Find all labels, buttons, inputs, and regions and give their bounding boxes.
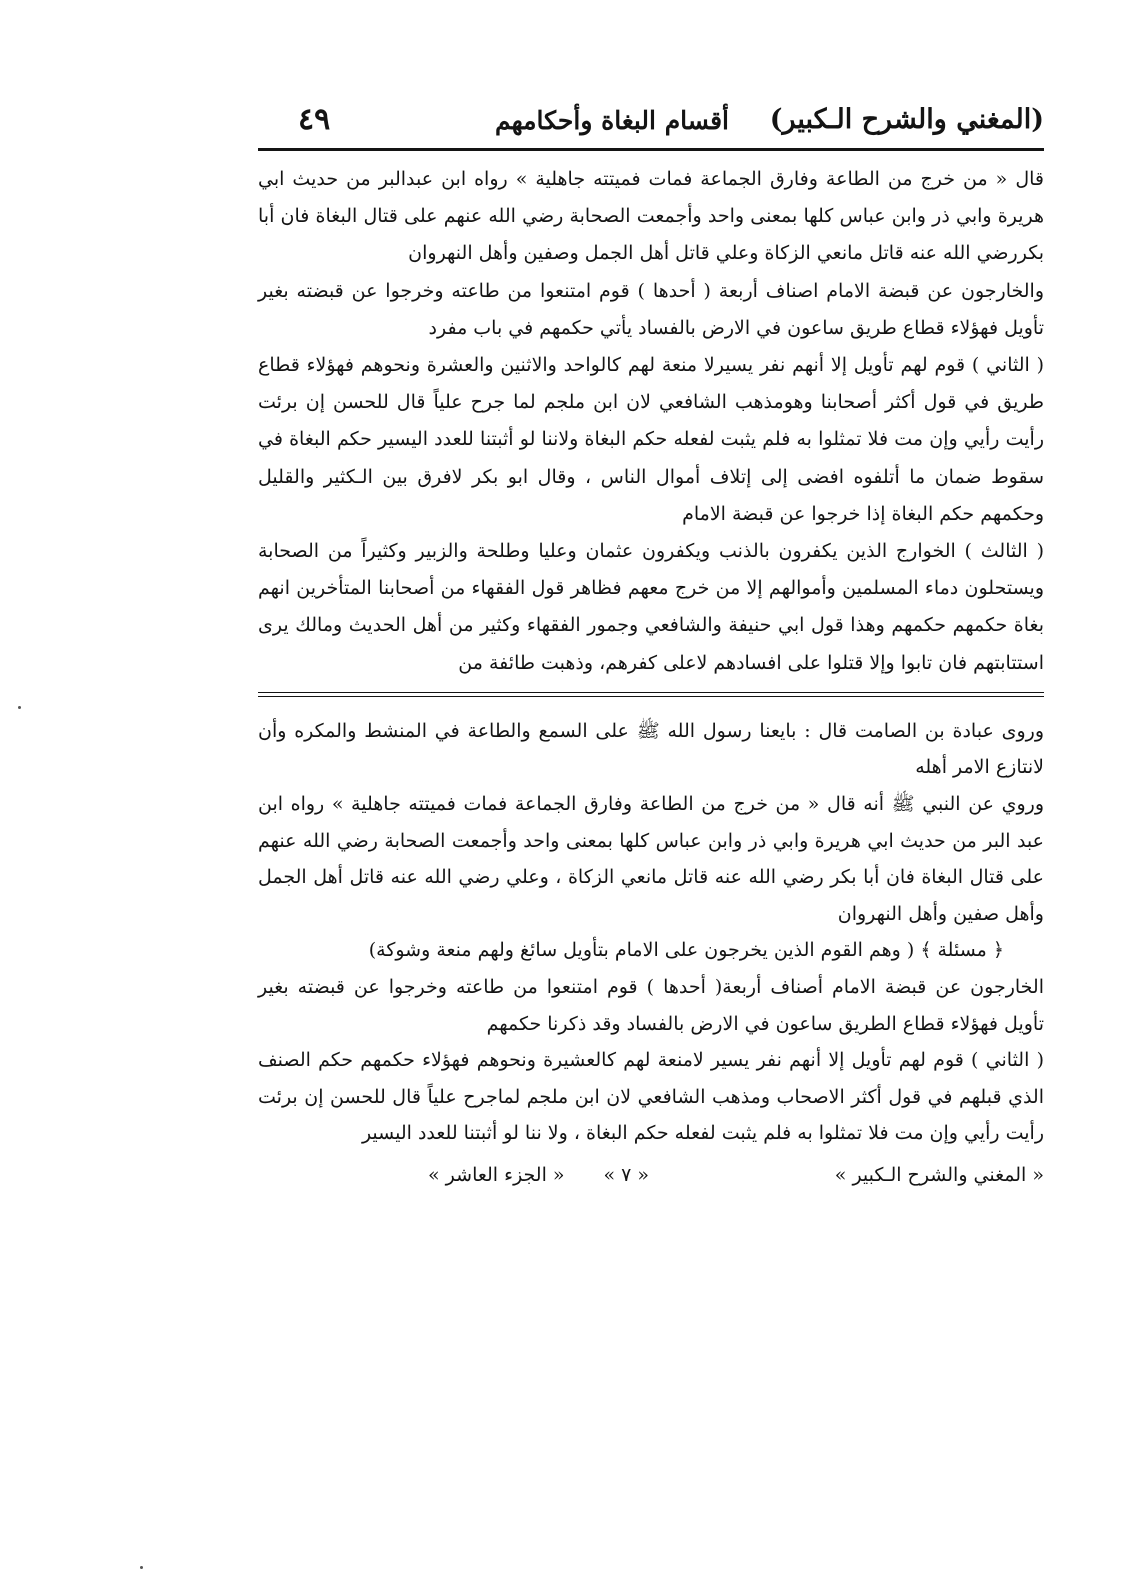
- page-number: ٤٩: [298, 102, 331, 137]
- page-header: [258, 96, 1044, 151]
- main-text: [258, 161, 1044, 682]
- main-paragraph: ( الثاني ) قوم لهم تأويل إلا أنهم نفر يسيرلا منعة لهم كالواحد والاثنين والعشرة ونحوهم فهؤلاء قطاع طريق في قول أكثر أصحابنا وهومذهب الشافعي لان ابن ملجم لما جرح علياً قال للحسن إن برئت رأيت رأيي وإن مت فلا تمثلوا به فلم يثبت لفعله حكم البغاة ولاننا لو أثبتنا للعدد اليسير حكم البغاة في سقوط ضمان ما أتلفوه افضى إلى إتلاف أموال الناس ، وقال ابو بكر لافرق بين الـكثير والقليل وحكمهم حكم البغاة إذا خرجوا عن قبضة الامام: [258, 354, 1044, 525]
- page-footer: [258, 1160, 1044, 1196]
- running-title: (المغني والشرح الـكبير): [769, 104, 1044, 135]
- scan-speck: [18, 706, 21, 709]
- commentary-paragraph: وروي عن النبي ﷺ أنه قال « من خرج من الطاعة وفارق الجماعة فمات فميتته جاهلية » رواه ابن عبد البر من حديث ابي هريرة وابي ذر وابن عباس كلها بمعنى واحد وأجمعت الصحابة رضي الله عنهم على قتال البغاة فان أبا بكر رضي الله عنه قاتل مانعي الزكاة ، وعلي رضي الله عنه قاتل أهل الجمل وأهل صفين وأهل النهروان: [258, 793, 1044, 925]
- commentary-paragraph: ( الثاني ) قوم لهم تأويل إلا أنهم نفر يسير لامنعة لهم كالعشيرة ونحوهم فهؤلاء حكمهم حكم الصنف الذي قبلهم في قول أكثر الاصحاب ومذهب الشافعي لان ابن ملجم لماجرح علياً قال للحسن إن برئت رأيت رأيي وإن مت فلا تمثلوا به فلم يثبت لفعله حكم البغاة ، ولا ننا لو أثبتنا للعدد اليسير: [258, 1049, 1044, 1145]
- main-paragraph: ( الثالث ) الخوارج الذين يكفرون بالذنب ويكفرون عثمان وعليا وطلحة والزبير وكثيراً من الصحابة ويستحلون دماء المسلمين وأموالهم إلا من خرج معهم فظاهر قول الفقهاء من أصحابنا المتأخرين انهم بغاة حكمهم حكمهم وهذا قول ابي حنيفة والشافعي وجمور الفقهاء وكثير من أهل الحديث ومالك يرى استتابتهم فان تابوا وإلا قتلوا على افسادهم لاعلى كفرهم، وذهبت طائفة من: [258, 540, 1044, 674]
- scan-speck: [140, 1566, 143, 1569]
- book-page: [258, 96, 1044, 1476]
- commentary-paragraph: وروى عبادة بن الصامت قال : بايعنا رسول الله ﷺ على السمع والطاعة في المنشط والمكره وأن لانتازع الامر أهله: [258, 719, 1044, 779]
- footer-volume: « الجزء العاشر »: [428, 1163, 565, 1186]
- chapter-title: أقسام البغاة وأحكامهم: [494, 106, 729, 135]
- section-divider: [258, 692, 1044, 697]
- main-paragraph: والخارجون عن قبضة الامام اصناف أربعة ( أحدها ) قوم امتنعوا من طاعته وخرجوا عن قبضته بغير تأويل فهؤلاء قطاع طريق ساعون في الارض بالفساد يأتي حكمهم في باب مفرد: [258, 279, 1044, 339]
- commentary-text: [258, 713, 1044, 1152]
- footer-signature: « ٧ »: [603, 1163, 649, 1186]
- footer-book-name: « المغني والشرح الـكبير »: [834, 1163, 1044, 1186]
- masala-heading: ﴿ مسئلة ﴾ ( وهم القوم الذين يخرجون على الامام بتأويل سائغ ولهم منعة وشوكة): [368, 939, 1004, 962]
- commentary-paragraph: الخارجون عن قبضة الامام أصناف أربعة( أحدها ) قوم امتنعوا من طاعته وخرجوا عن قبضته بغير تأويل فهؤلاء قطاع الطريق ساعون في الارض بالفساد وقد ذكرنا حكمهم: [258, 976, 1044, 1035]
- main-paragraph: قال « من خرج من الطاعة وفارق الجماعة فمات فميتته جاهلية » رواه ابن عبدالبر من حديث ابي هريرة وابي ذر وابن عباس كلها بمعنى واحد وأجمعت الصحابة رضي الله عنهم على قتال البغاة فان أبا بكررضي الله عنه قاتل مانعي الزكاة وعلي قاتل أهل الجمل وصفين وأهل النهروان: [258, 168, 1044, 265]
